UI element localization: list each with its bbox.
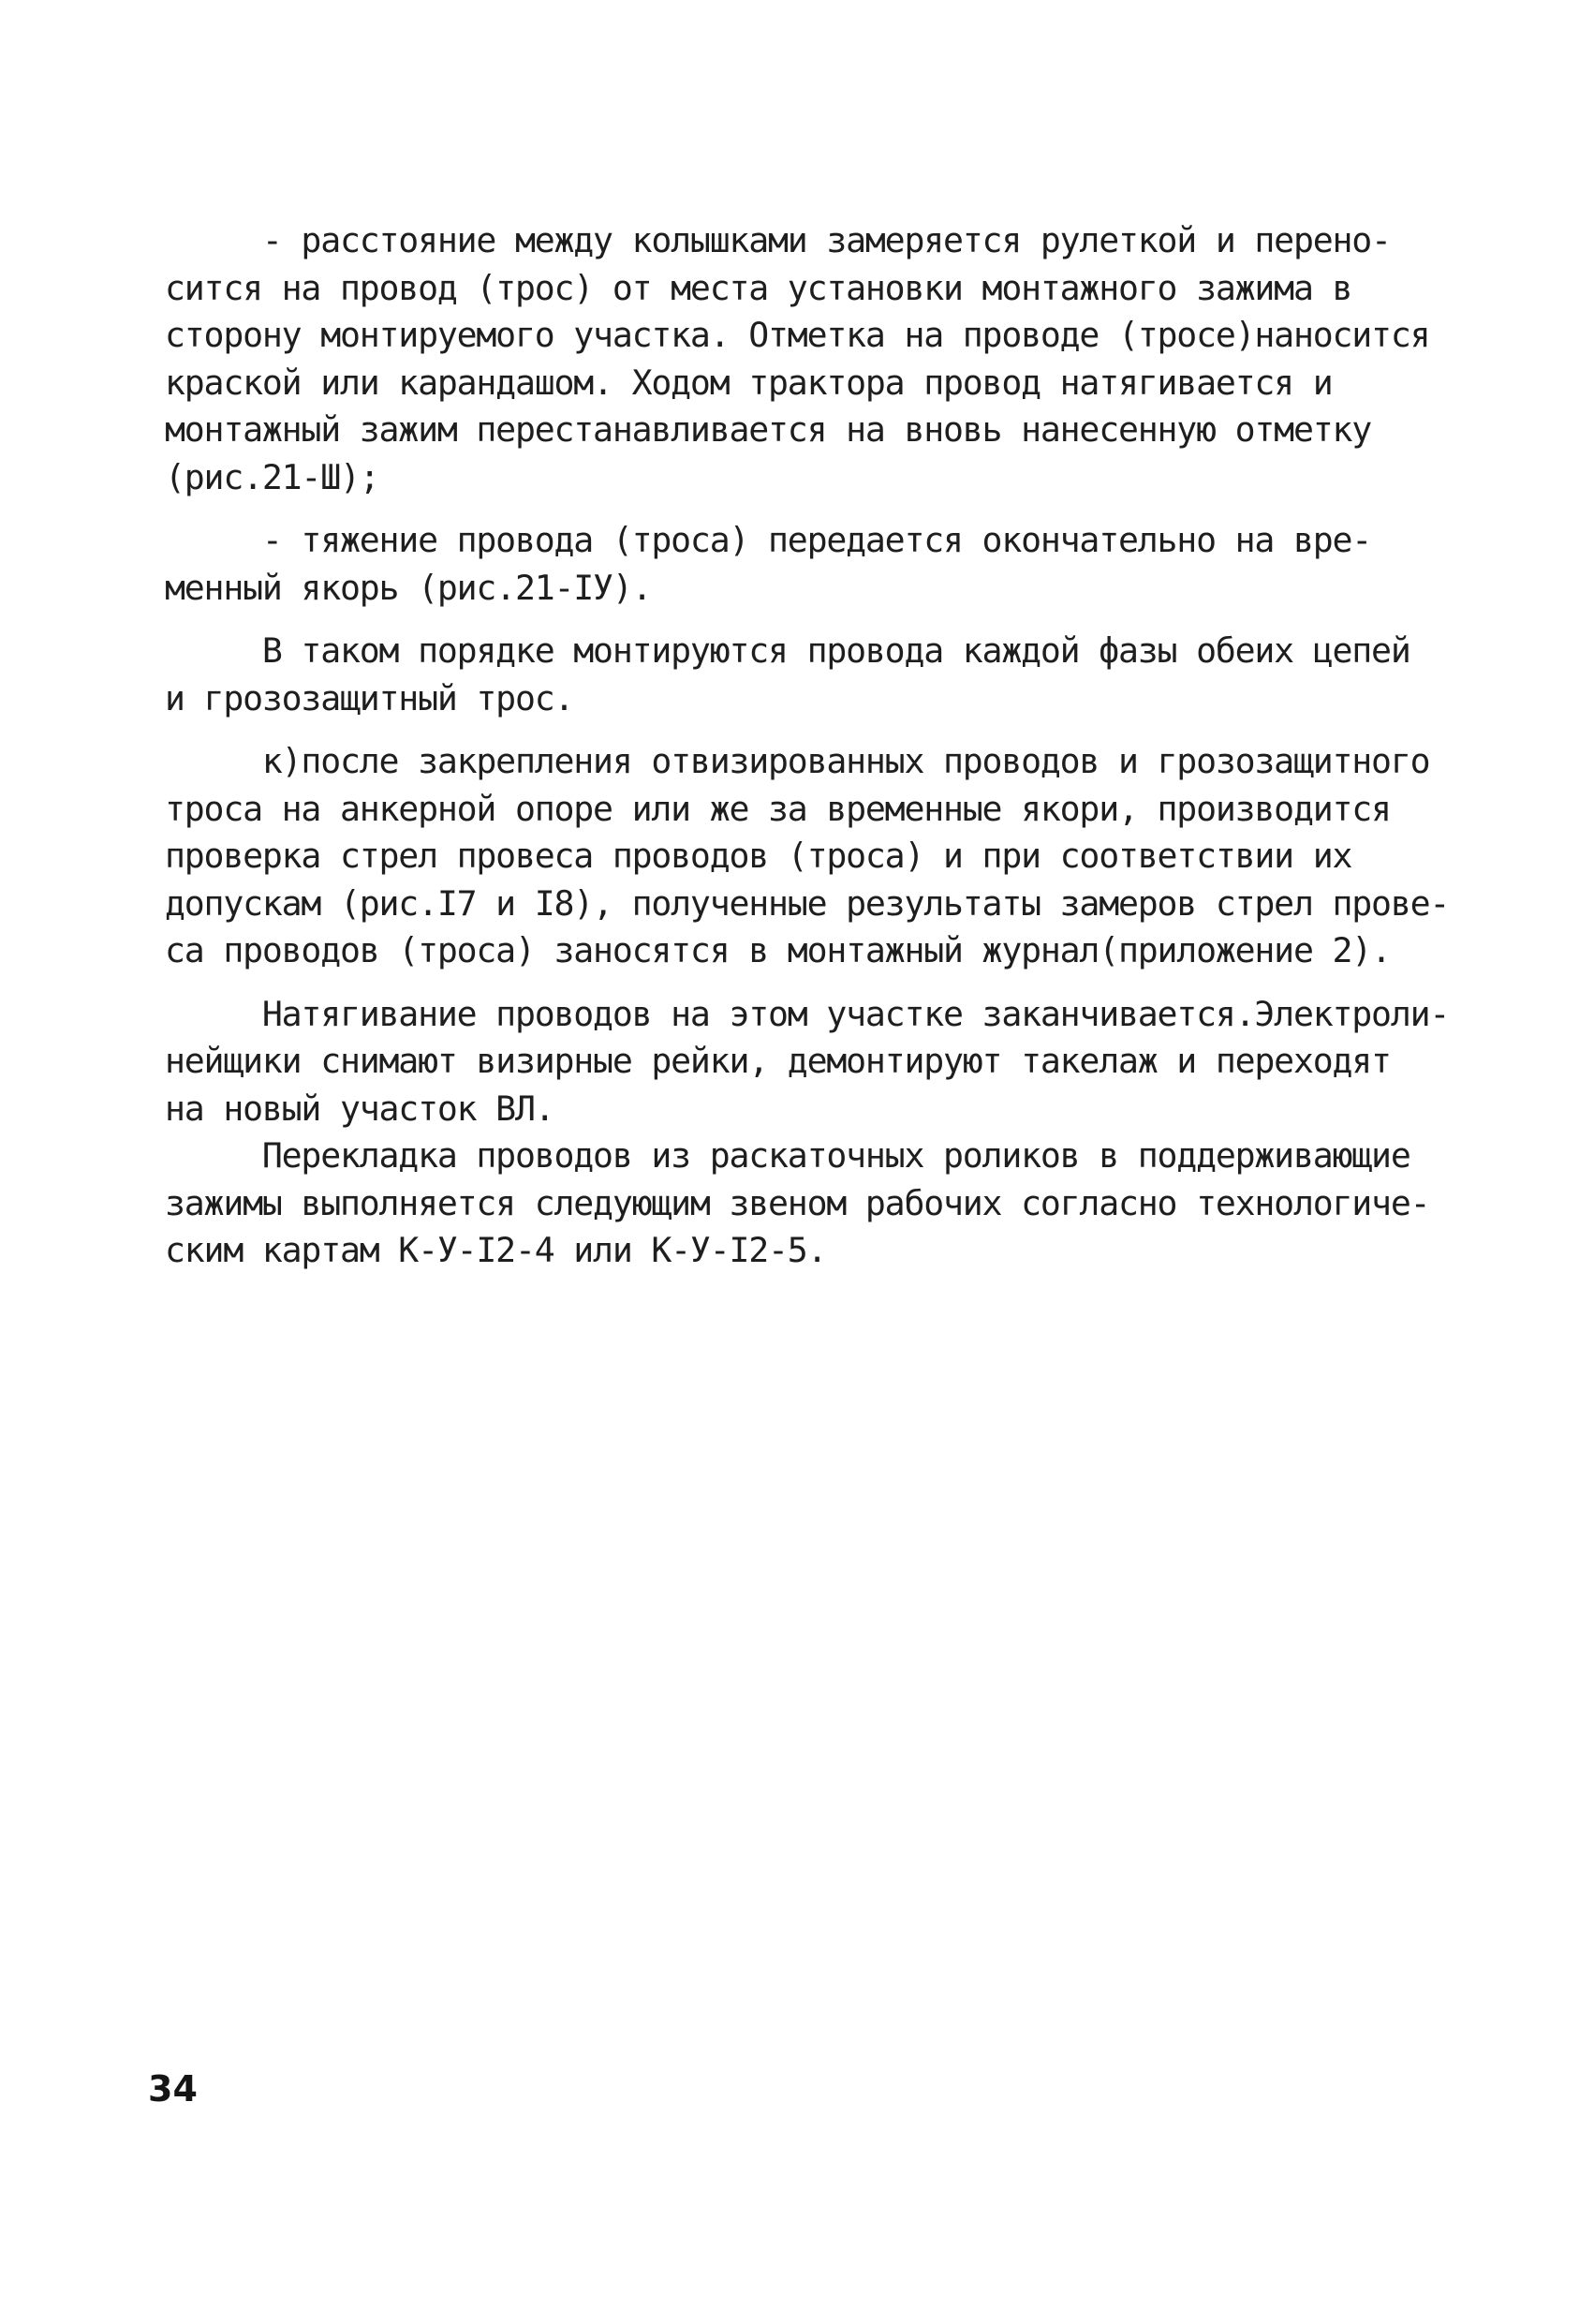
paragraph-gap: [165, 722, 1439, 738]
text-line: В таком порядке монтируются провода каждой фазы обеих цепей: [165, 630, 1410, 671]
paragraph-2: [165, 517, 1439, 612]
text-line: (рис.21-Ш);: [165, 456, 379, 497]
text-line: ситcя на провод (трос) от места установки монтажного зажима в: [165, 267, 1352, 308]
page-number: 34: [148, 2068, 198, 2109]
text-line: - расстояние между колышками замеряется рулеткой и перено-: [165, 220, 1391, 260]
body-text: [165, 217, 1450, 1275]
paragraph-gap: [165, 975, 1439, 991]
paragraph-4: [165, 738, 1450, 975]
text-line: нейщики снимают визирные рейки, демонтируют такелаж и переходят: [165, 1041, 1391, 1081]
paragraph-gap: [165, 501, 1439, 517]
text-line: проверка стрел провеса проводов (троса) и при соответствии их: [165, 836, 1352, 876]
paragraph-5: [165, 991, 1450, 1275]
text-line: и грозозащитный трос.: [165, 677, 574, 718]
text-line: Натягивание проводов на этом участке заканчивается.Электроли-: [165, 993, 1450, 1034]
paragraph-1: [165, 217, 1439, 501]
paragraph-gap: [165, 612, 1439, 628]
text-line: на новый участок ВЛ.: [165, 1088, 554, 1129]
text-line: троса на анкерной опоре или же за временные якори, производится: [165, 788, 1391, 829]
text-line: краской или карандашом. Ходом трактора провод натягивается и: [165, 362, 1333, 403]
text-line: монтажный зажим перестанавливается на вновь нанесенную отметку: [165, 409, 1372, 450]
text-line: сторону монтируемого участка. Отметка на проводе (тросе)наносится: [165, 315, 1430, 355]
text-line: - тяжение провода (троса) передается окончательно на вре-: [165, 520, 1372, 560]
text-line: к)после закрепления отвизированных проводов и грозозащитного: [165, 741, 1430, 781]
text-line: допускам (рис.I7 и I8), полученные результаты замеров стрел прове-: [165, 882, 1450, 924]
text-line: ским картам К-У-I2-4 или К-У-I2-5.: [165, 1230, 827, 1270]
text-line: менный якорь (рис.21-IУ).: [165, 567, 652, 608]
paragraph-3: [165, 628, 1439, 722]
text-line: Перекладка проводов из раскаточных роликов в поддерживающие: [165, 1135, 1410, 1176]
text-line: зажимы выполняется следующим звеном рабочих согласно технологиче-: [165, 1182, 1430, 1223]
text-line: са проводов (троса) заносятся в монтажный журнал(приложение 2).: [165, 930, 1391, 970]
